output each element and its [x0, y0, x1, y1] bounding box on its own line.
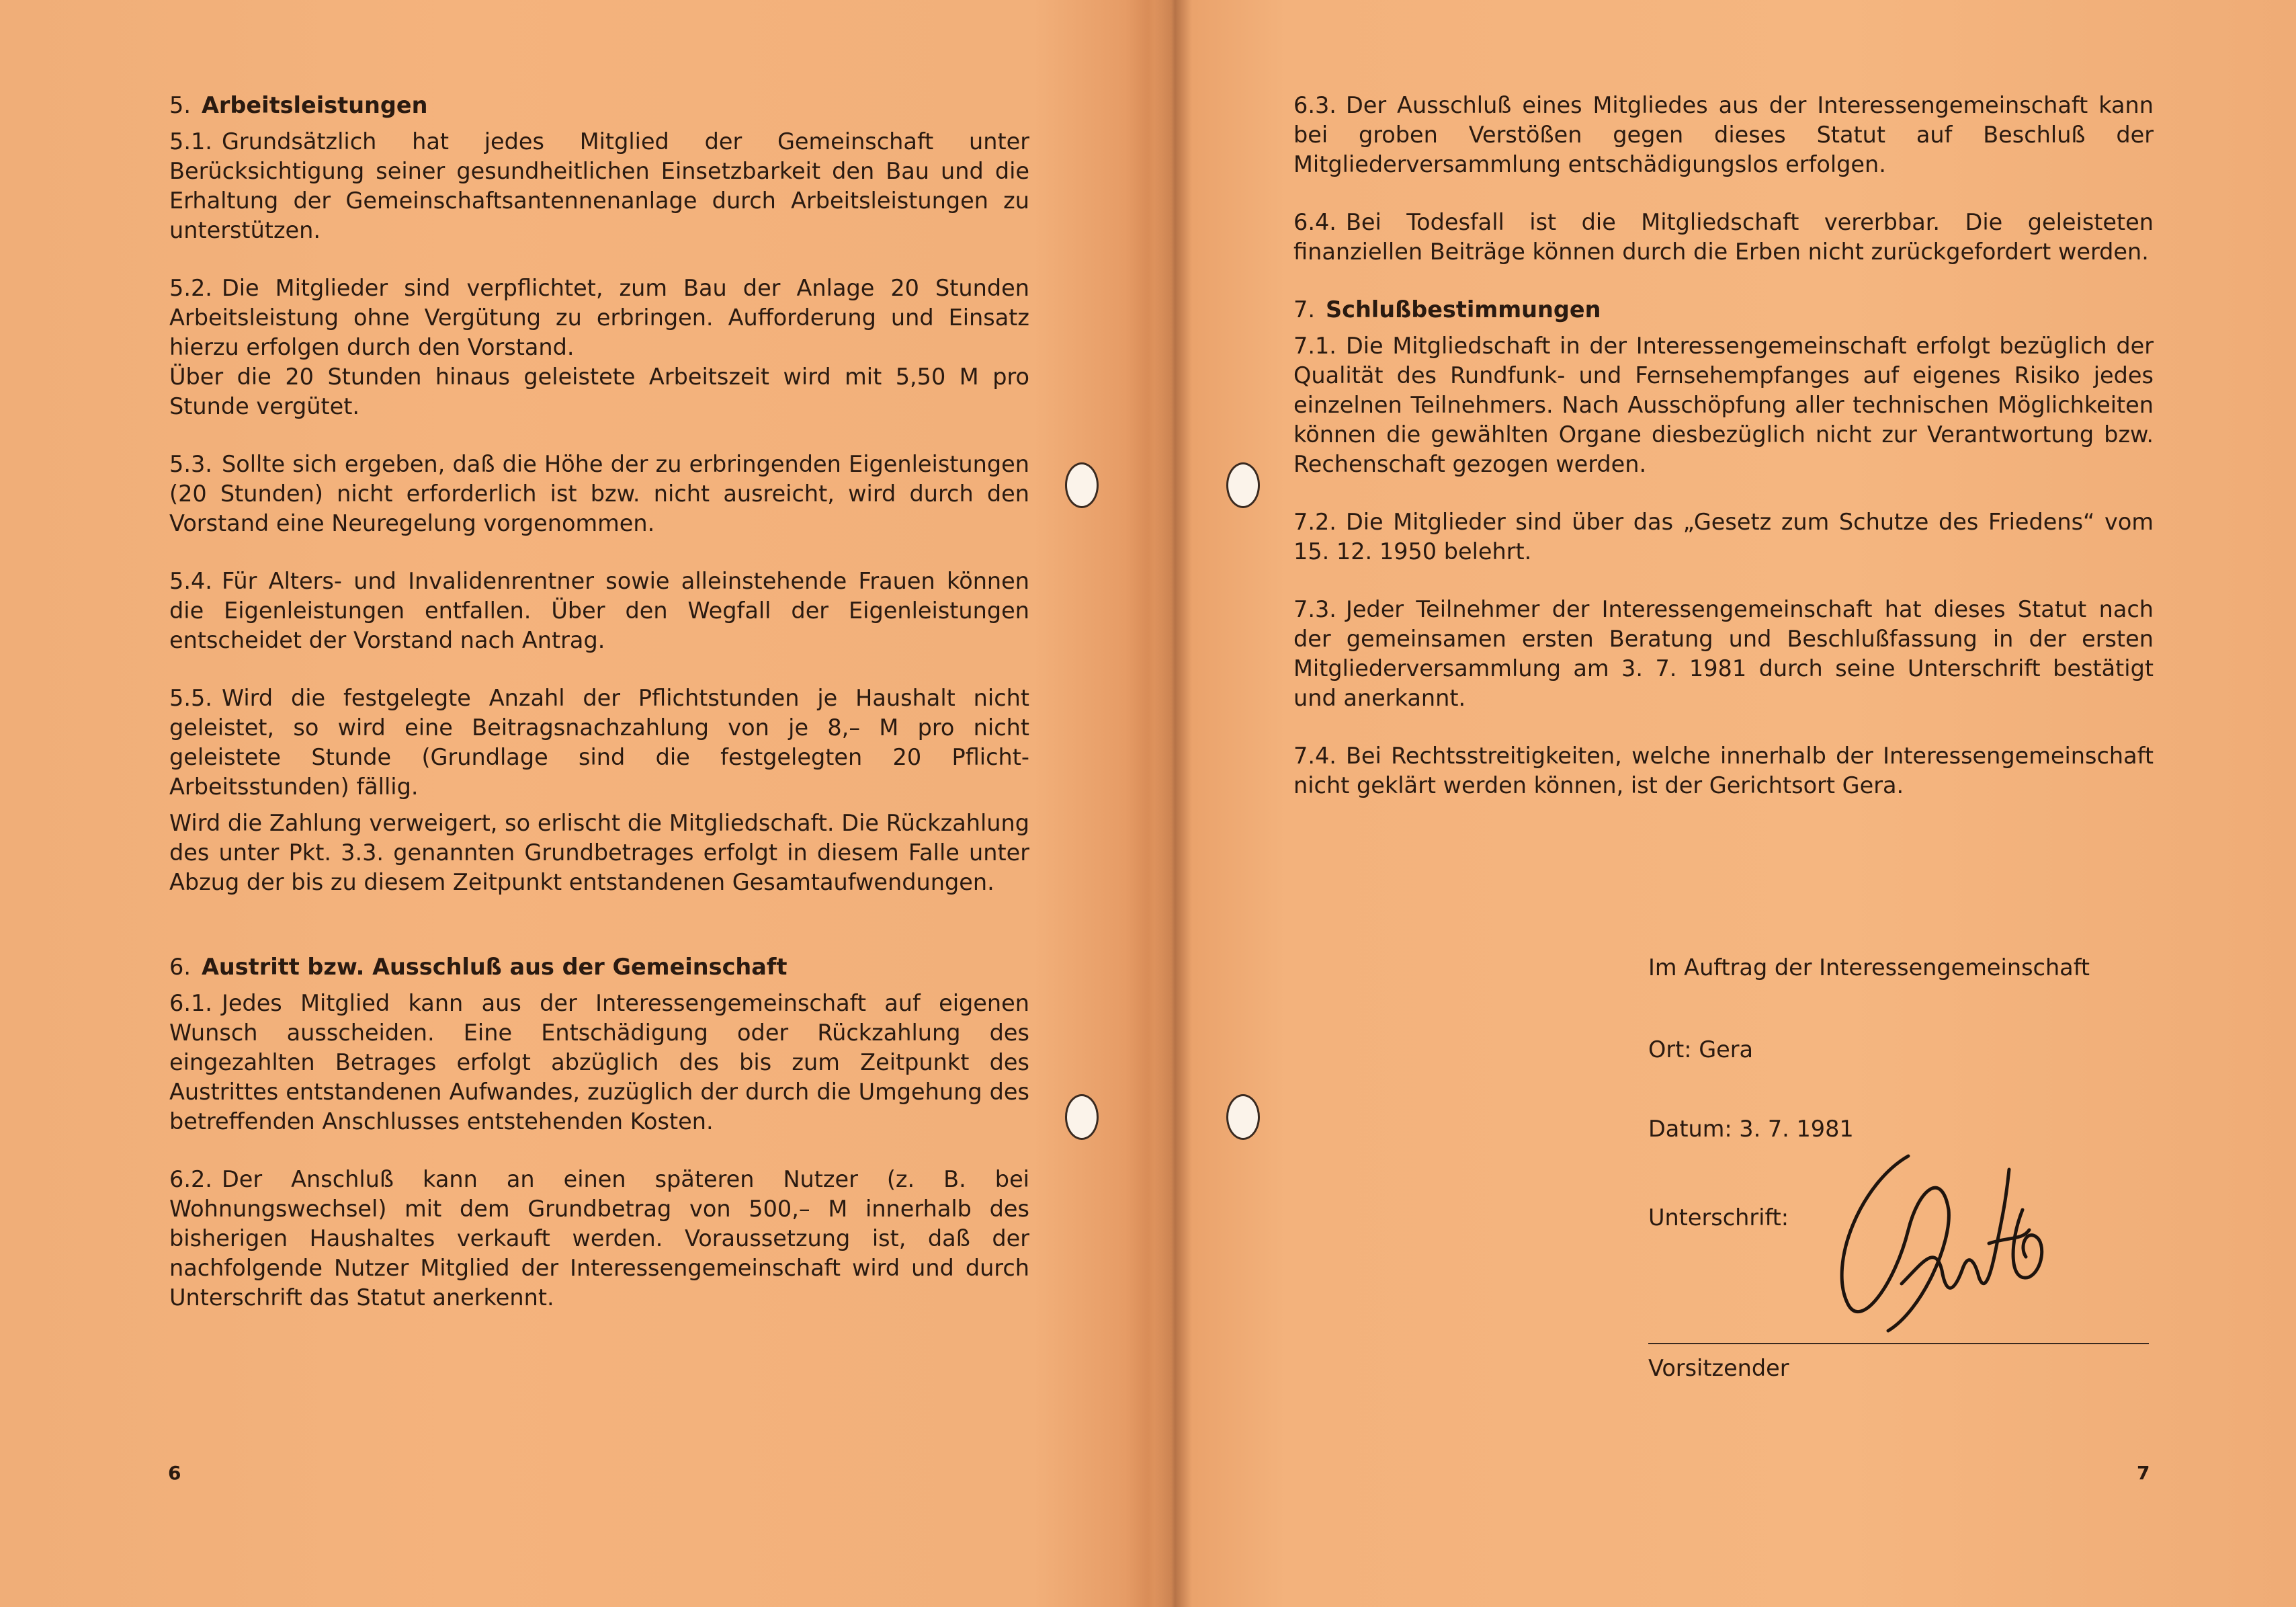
signature-line [1648, 1343, 2149, 1344]
paragraph-5-3: 5.3. Sollte sich ergeben, daß die Höhe der zu erbringenden Eigenleistungen (20 Stunden) nicht erforderlich ist bzw. nicht ausreicht, wird durch den Vorstand eine Neuregelung vorgenommen. [169, 451, 1029, 536]
paragraph-6-4: 6.4. Bei Todesfall ist die Mitgliedschaft vererbbar. Die geleisteten finanziellen Beiträge können durch die Erben nicht zurückgefordert werden. [1293, 209, 2154, 265]
paragraph-6-3: 6.3. Der Ausschluß eines Mitgliedes aus der Interessengemeinschaft kann bei groben Verstößen gegen dieses Statut auf Beschluß der Mitgliederversammlung entschädigungslos erfolgen. [1293, 92, 2154, 177]
paragraph-7-1: 7.1. Die Mitgliedschaft in der Interessengemeinschaft erfolgt bezüglich der Qualität des Rundfunk- und Fernsehempfanges auf eigenes Risiko jedes einzelnen Teilnehmers. Nach Ausschöpfung aller technischen Möglichkeiten können die gewählten Organe diesbezüglich nicht zur Verantwortung bzw. Rechenschaft gezogen werden. [1293, 333, 2154, 477]
paragraph-7-2: 7.2. Die Mitglieder sind über das „Gesetz zum Schutze des Friedens“ vom 15. 12. 1950 belehrt. [1293, 509, 2154, 565]
paragraph-5-5-continued: Wird die Zahlung verweigert, so erlischt die Mitgliedschaft. Die Rückzahlung des unter Pkt. 3.3. genannten Grundbetrages erfolgt in diesem Falle unter Abzug der bis zu diesem Zeitpunkt entstandenen Gesamtaufwendungen. [169, 810, 1029, 895]
section-heading-5: 5. Arbeitsleistungen [169, 92, 428, 118]
punch-hole-right-top [1226, 462, 1260, 508]
page-number-right: 7 [2137, 1462, 2150, 1484]
place-text: Ort: Gera [1648, 1036, 1754, 1063]
paragraph-6-2: 6.2. Der Anschluß kann an einen späteren Nutzer (z. B. bei Wohnungswechsel) mit dem Grundbetrag von 500,– M innerhalb des bisherigen Haushaltes verkauft werden. Voraussetzung ist, daß der nachfolgende Nutzer Mitglied der Interessengemeinschaft wird und durch Unterschrift das Statut anerkennt. [169, 1166, 1029, 1311]
signature-label: Unterschrift: [1648, 1204, 1789, 1231]
on-behalf-text: Im Auftrag der Interessengemeinschaft [1648, 954, 2090, 981]
date-text: Datum: 3. 7. 1981 [1648, 1116, 1854, 1142]
handwritten-signature [1808, 1129, 2063, 1358]
left-page-text [169, 91, 1029, 1341]
right-page-text [1293, 91, 2154, 829]
section-heading-7: 7. Schlußbestimmungen [1293, 296, 1601, 323]
paragraph-7-4: 7.4. Bei Rechtsstreitigkeiten, welche innerhalb der Interessengemeinschaft nicht geklärt werden können, ist der Gerichtsort Gera. [1293, 743, 2154, 798]
punch-hole-right-bottom [1226, 1094, 1260, 1140]
page-number-left: 6 [168, 1462, 181, 1484]
paragraph-5-2: 5.2. Die Mitglieder sind verpflichtet, zum Bau der Anlage 20 Stunden Arbeitsleistung ohne Vergütung zu erbringen. Aufforderung und Einsatz hierzu erfolgen durch den Vorstand. Über die 20 Stunden hinaus geleistete Arbeitszeit wird mit 5,50 M pro Stunde vergütet. [169, 275, 1029, 419]
paragraph-5-4: 5.4. Für Alters- und Invalidenrentner sowie alleinstehende Frauen können die Eigenleistungen entfallen. Über den Wegfall der Eigenleistungen entscheidet der Vorstand nach Antrag. [169, 568, 1029, 653]
paragraph-5-1: 5.1. Grundsätzlich hat jedes Mitglied der Gemeinschaft unter Berücksichtigung seiner gesundheitlichen Einsetzbarkeit den Bau und die Erhaltung der Gemeinschaftsantennenanlage durch Arbeitsleistungen zu unterstützen. [169, 128, 1029, 243]
section-heading-6: 6. Austritt bzw. Ausschluß aus der Gemeinschaft [169, 954, 788, 980]
paragraph-6-1: 6.1. Jedes Mitglied kann aus der Interessengemeinschaft auf eigenen Wunsch ausscheiden. Eine Entschädigung oder Rückzahlung des eingezahlten Betrages erfolgt abzüglich des bis zum Zeitpunkt des Austrittes entstandenen Aufwandes, zuzüglich der durch die Umgehung des betreffenden Anschlusses entstehenden Kosten. [169, 990, 1029, 1135]
role-text: Vorsitzender [1648, 1355, 1789, 1381]
paragraph-7-3: 7.3. Jeder Teilnehmer der Interessengemeinschaft hat dieses Statut nach der gemeinsamen ersten Beratung und Beschlußfassung in der ersten Mitgliederversammlung am 3. 7. 1981 durch seine Unterschrift bestätigt und anerkannt. [1293, 596, 2154, 711]
paragraph-5-5: 5.5. Wird die festgelegte Anzahl der Pflichtstunden je Haushalt nicht geleistet, so wird eine Beitragsnachzahlung von je 8,– M pro nicht geleistete Stunde (Grundlage sind die festgelegten 20 Pflicht-Arbeitsstunden) fällig. [169, 685, 1029, 800]
